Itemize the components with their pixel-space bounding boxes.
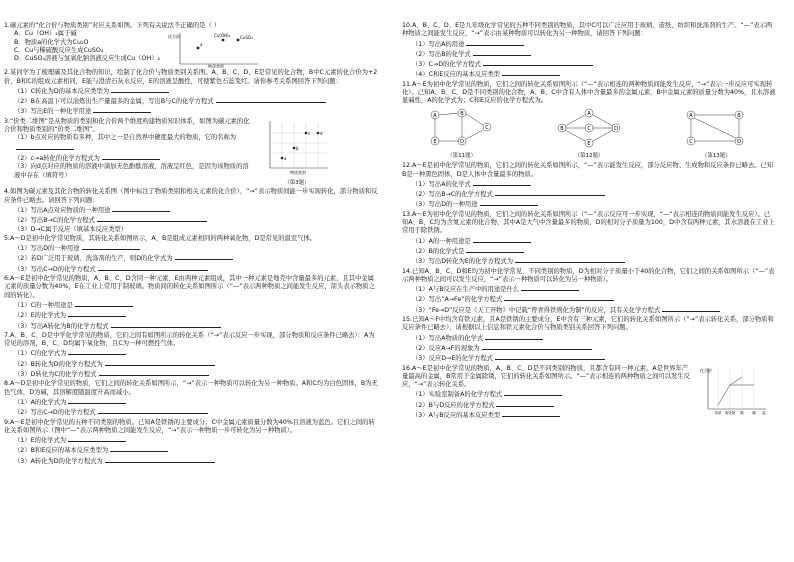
question-9: 9.A～E是初中化学常见的五种不同类别的物质。已知A是铁锈的主要成分；C中金属元素质量分数为40%且溶液为蓝色。它们之间的转化关系如图所示（图中“—”表示两种物质之间能发生反应，“→”表示一种物质一步可转化为另一种物质）。 （1）E的化学式为 （2）B和E反应的基本反应类型为 （3）A转化为D的化学方程式为 — [4, 418, 375, 465]
svg-text:物质类别: 物质类别 — [290, 169, 306, 175]
svg-text:D: D — [459, 138, 464, 145]
question-2: 2.某同学为了梳理碳及其化合物的知识，绘制了化合价与物质类别关系图。A、B、C、D、E是常见的化合物，B中C元素的化合价为+2价，B和C的组成元素相同，E能与澄清石灰水反应，E的溶液呈酸性，可使紫色石蕊变红。请你参考关系图回答下列问题： （1）C转化为D的基本反应类型为 （2）B在高温下可以冶炼出生产量最多的金属，写出B与C的化学方程式 （3）写出E的一种化学用途 — [4, 69, 378, 116]
svg-text:B: B — [737, 112, 742, 119]
svg-text:B: B — [560, 125, 564, 132]
question-12: 12.A～E是初中化学常见的物质，它们之间的转化关系如图所示，“—”表示能发生反应，部分反应物、生成物和反应条件已略去。已知B是一种黑色固体，D是人体中含量最多的物质。 （1）写出A的化学式 （2）写出B→C的化学方程式 （3）写出D的一种用途 — [402, 162, 774, 209]
svg-text:化合价: 化合价 — [700, 367, 712, 373]
svg-text:物质类别: 物质类别 — [208, 64, 225, 69]
svg-text:A: A — [587, 110, 591, 117]
svg-text:c: c — [308, 130, 311, 136]
svg-text:盐: 盐 — [762, 410, 766, 415]
question-5: 5.A～D是初中化学常见物质，其转化关系如图所示，A、B是组成元素相同的两种氧化物，D是常见的温室气体。 （1）写出D的一种用途 （2）若D广泛用于玻璃、洗涤剂的生产，则D的化学式为 （3）写出C→D的化学方程式 — [4, 234, 317, 273]
question-16: 16.A～E是初中化学常见的物质，A、B、C、D是不同类别的物质，且都含有同一种元素，A是世界年产量最高的金属，B常用于金属除锈，它们的转化关系如图所示。“—”表示相连的两种物质之间可以发生反应，“→”表示转化关系。 （1）实验室制备A的化学方程式 （2）B与D反应的化学方程式 （3）A与B反应的基本反应类型 化合价 单质 氧化物 酸 碱 盐 — [402, 365, 776, 421]
svg-text:化合价: 化合价 — [168, 34, 181, 40]
svg-text:CuSO₄: CuSO₄ — [240, 35, 253, 41]
svg-text:单质: 单质 — [714, 410, 722, 415]
svg-text:d: d — [320, 130, 323, 136]
svg-text:B: B — [459, 110, 464, 117]
svg-text:酸: 酸 — [740, 410, 744, 415]
question-8: 8.A～D是初中化学常见的物质，它们之间的转化关系如图所示，“→”表示一种物质可以转化为另一种物质。A和C均为白色固体，B为无色气体，D为碱，其溶解度随温度升高而减小。 （1）A的化学式为 （2）写出C→D的化学方程式 — [4, 380, 378, 417]
svg-text:E: E — [587, 140, 591, 147]
svg-text:E: E — [433, 138, 437, 145]
right-column — [402, 22, 776, 552]
figure-13-diagram — [681, 107, 751, 149]
svg-text:C: C — [587, 125, 591, 132]
svg-text:氧化物: 氧化物 — [724, 410, 736, 415]
svg-text:b: b — [296, 145, 299, 151]
svg-text:D: D — [614, 125, 618, 132]
question-1: 1.碳元素的“化合价与物质类别”对应关系如图。下列有关说法不正确的是（ ） A．Cu（OH）₂属于碱 B．物质a的化学式为Cu₂O C．Cu与稀硫酸反应生成CuSO₄ D．CuSO₄溶液与氢氧化钠溶液反应生成Cu（OH）₂ a CuSO₄ Cu(OH)₂ 物质类别 化合价 — [4, 22, 378, 68]
svg-text:A: A — [689, 112, 694, 119]
figures-11-13: A B C D E （第11题） A B C D E （第12题） A B C D （第13题） — [402, 107, 776, 161]
figure-1-valence-chart — [168, 30, 263, 68]
svg-text:A: A — [432, 112, 437, 119]
figure-11-diagram — [427, 107, 497, 149]
svg-text:D: D — [737, 138, 742, 145]
svg-text:碱: 碱 — [752, 410, 756, 415]
question-11: 11.A～E为初中化学常见的物质，它们之间的转化关系如图所示（“—”表示相连的两种物质间能发生反应，“→”表示一步反应可实现转化）。已知A、B、C、D是不同类别的化合物，A、B、C中含有人体中含量最多的金属元素，B中金属元素的质量分数为40%，且水溶液显碱性，A的化学式为；C和E反应的化学方程式为。 — [402, 80, 776, 105]
question-6: 6.A～E是初中化学常见的物质，A、B、C、D含同一种元素，E由两种元素组成，其中一种元素是地壳中含量最多的元素，且其中金属元素的质量分数为40%，E在工业上常用于制玻璃。物质间的转化关系如图所示（“—”表示两种物质之间能发生反应，箭头表示物质之间的转化）。 （1）C的一种用途是 （2）E的化学式为 （3）写出A转化为B的化学方程式 — [4, 275, 375, 330]
question-15: 15.已知A～F中均含有铁元素，且A是铁锈的主要成分，E中含有三种元素，它们的转化关系如图所示（“→”表示转化关系，部分物质和反应条件已略去），请根据以上信息和铁元素化合价与物质类别关系回答下列问题。 （1）写出A物质的化学式 （2）反应A→F的现象为 （3）反应D→E的化学方程式 — [402, 316, 774, 363]
svg-text:C: C — [484, 124, 489, 131]
question-7: 7.A、B、C、D是中学化学常见的物质，它们之间有如图所示的转化关系（“→”表示反应一步实现，部分物质和反应条件已略去）：A为常见的溶剂，B、C、D均属于氧化物，且C为一种可燃性气体。 （1）C的化学式为 （2）B转化为D的化学方程式为 （3）D转化为C的化学方程式 — [4, 331, 375, 379]
left-column — [4, 22, 378, 552]
question-3: 3.“价类二维图”是从物质的类别和化合价两个维度构建物质知识体系，如图为碳元素的化合价和物质类别的“价类二维图”。 （1）b点对应的物质有多种，其中之一是自然界中硬度最大的物质，它的名称为 （2）c→a转化的化学方程式为 （3）向d点对应的物质的溶液中滴加无色酚酞溶液，溶液呈红色，是因为该物质的溶液中存在（填符号） a b c d 物质类别 （第3题） — [4, 118, 378, 188]
figure-16-valence-chart — [700, 365, 770, 415]
figure-12-diagram — [554, 107, 624, 149]
question-13: 13.A～E为初中化学常见的物质，它们之间的转化关系如图所示（“—”表示反应可一步实现，“—”表示相连的物质间能发生反应）。已知A、B、C均为含氮元素的化合物，其中A是大气中含量最多的物质，D的相对分子质量为100，D中含有两种元素，其水溶液在工业上常用于除铁锈。 （1）A的一种用途是 （2）B的化学式是 （3）写出D转化为E的化学方程式为 — [402, 210, 775, 266]
svg-text:a: a — [284, 155, 287, 161]
question-4: 4.如图为碳元素及其化合物的转化关系图（图中标注了物质类别和相关元素的化合价），“→”表示物质间能一步实现转化，部分物质和反应条件已略去。请回答下列问题： （1）写出A点对应物质的一种用途 （2）写出B→C的化学方程式 （3）D→C属于反应（填基本反应类型） — [4, 188, 378, 233]
figure-3-valence-chart — [262, 118, 332, 176]
svg-text:Cu(OH)₂: Cu(OH)₂ — [214, 33, 231, 39]
svg-text:C: C — [689, 138, 694, 145]
question-10: 10.A、B、C、D、E是九年级化学常见的五种不同类别的物质，其中C可以广泛应用于玻璃、造纸、纺织和洗涤剂的生产。“—”表示两种物质之间能发生反应，“→”表示由某种物质可以转化为另一种物质，请回答下列问题： （1）写出A的用途 （2）写出B的化学式 （3）C→D的化学方程式 （4）C和E反应的基本反应类型 — [402, 22, 773, 79]
question-14: 14.已知A、B、C、D和E均为初中化学常见、不同类别的物质，D为相对分子质量小于40的化合物，它们之间的关系如图所示（“—”表示两种物质之间可以发生反应，“→”表示一种物质可以转化为另一种物质）。 （1）A与B反应在生产中的用途是什么 （2）写出“A→Fe”的化学方程式 （3）“Fe→D”反应是《天工开物》中记载“曾青得铁则化为铜”的反应，其有关化学方程式 — [402, 267, 775, 314]
svg-text:a: a — [200, 42, 203, 48]
